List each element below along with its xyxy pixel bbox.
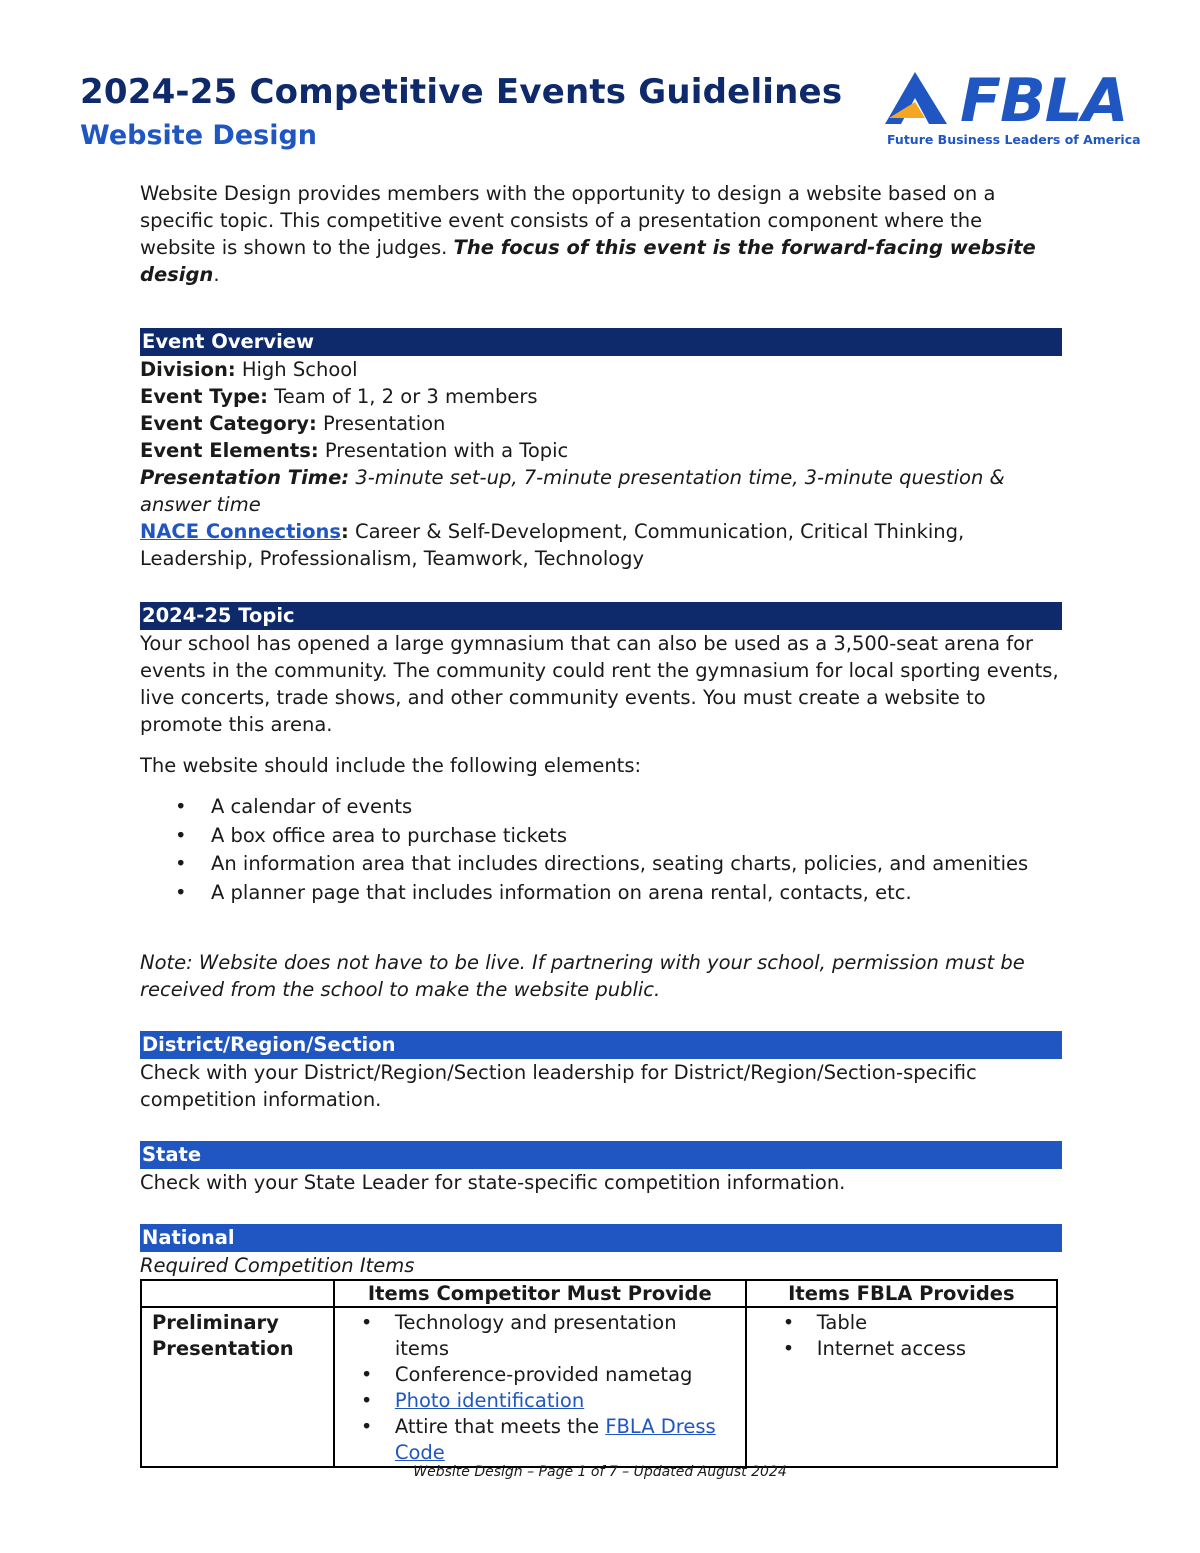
division-line: Division: High School [140, 358, 358, 381]
table-header-competitor: Items Competitor Must Provide [334, 1280, 746, 1307]
section-heading-national: National [140, 1224, 1062, 1252]
event-type-line: Event Type: Team of 1, 2 or 3 members [140, 385, 538, 408]
district-text: Check with your District/Region/Section leadership for District/Region/Section-specific competition information. [140, 1061, 977, 1111]
dress-code-link[interactable]: FBLA Dress Code [394, 1415, 716, 1464]
topic-paragraph: Your school has opened a large gymnasium that can also be used as a 3,500-seat arena for events in the community. The community could rent the gymnasium for local sporting events, live concerts, trade shows, and other community events. You must create a website to promote this arena. [140, 632, 1059, 736]
list-item: • Conference-provided nametag [343, 1362, 735, 1388]
page-header [80, 66, 1141, 162]
document-title: 2024-25 Competitive Events Guidelines [80, 72, 843, 112]
list-item: • A planner page that includes information on arena rental, contacts, etc. [175, 879, 1062, 908]
table-header-row [141, 1280, 1057, 1307]
required-items-label: Required Competition Items [140, 1254, 415, 1277]
event-name: Website Design [80, 120, 318, 151]
list-item: • Internet access [765, 1336, 1046, 1362]
document-body [140, 180, 1062, 1468]
list-item: • Attire that meets the FBLA Dress Code [343, 1414, 735, 1466]
website-elements-list [175, 793, 1062, 907]
intro-emphasis: The focus of this event is the forward-facing website design [140, 236, 1036, 286]
presentation-time-line: Presentation Time: 3-minute set-up, 7-minute presentation time, 3-minute question & answer time [140, 466, 1005, 516]
list-item [343, 1388, 735, 1414]
logo-tagline: Future Business Leaders of America [887, 132, 1141, 147]
section-heading-district: District/Region/Section [140, 1031, 1062, 1059]
list-item: • Technology and presentation items [343, 1310, 735, 1362]
table-row [141, 1307, 1057, 1467]
required-items-table [140, 1279, 1058, 1468]
elements-intro: The website should include the following elements: [140, 754, 642, 777]
competitor-items-cell [334, 1307, 746, 1467]
fbla-items-cell [746, 1307, 1057, 1467]
state-text: Check with your State Leader for state-specific competition information. [140, 1171, 846, 1194]
logo-wordmark: FBLA [960, 66, 1128, 136]
photo-identification-link[interactable]: Photo identification [394, 1389, 585, 1412]
page-footer: Website Design – Page 1 of 7 – Updated August 2024 [413, 1464, 787, 1480]
section-heading-state: State [140, 1141, 1062, 1169]
event-category-line: Event Category: Presentation [140, 412, 446, 435]
fbla-logo [885, 66, 1141, 152]
intro-paragraph: Website Design provides members with the opportunity to design a website based on a specific topic. This competitive event consists of a presentation component where the website is shown to the judges. The focus of this event is the forward-facing website design. [140, 182, 1036, 286]
table-header-empty [141, 1280, 334, 1307]
section-heading-event-overview: Event Overview [140, 328, 1062, 356]
list-item: • Table [765, 1310, 1046, 1336]
fbla-logo-mark-icon [885, 72, 947, 124]
section-heading-topic: 2024-25 Topic [140, 602, 1062, 630]
list-item: • A calendar of events [175, 793, 1062, 822]
nace-connections-link[interactable]: NACE Connections [140, 520, 341, 543]
list-item: • An information area that includes directions, seating charts, policies, and amenities [175, 850, 1062, 879]
event-elements-line: Event Elements: Presentation with a Topic [140, 439, 569, 462]
row-label-preliminary: Preliminary Presentation [141, 1307, 334, 1467]
nace-connections-line: NACE Connections: Career & Self-Development, Communication, Critical Thinking, Leadership, Professionalism, Teamwork, Technology [140, 520, 965, 570]
list-item: • A box office area to purchase tickets [175, 822, 1062, 851]
table-header-fbla: Items FBLA Provides [746, 1280, 1057, 1307]
website-note: Note: Website does not have to be live. If partnering with your school, permission must be received from the school to make the website public. [140, 951, 1025, 1001]
